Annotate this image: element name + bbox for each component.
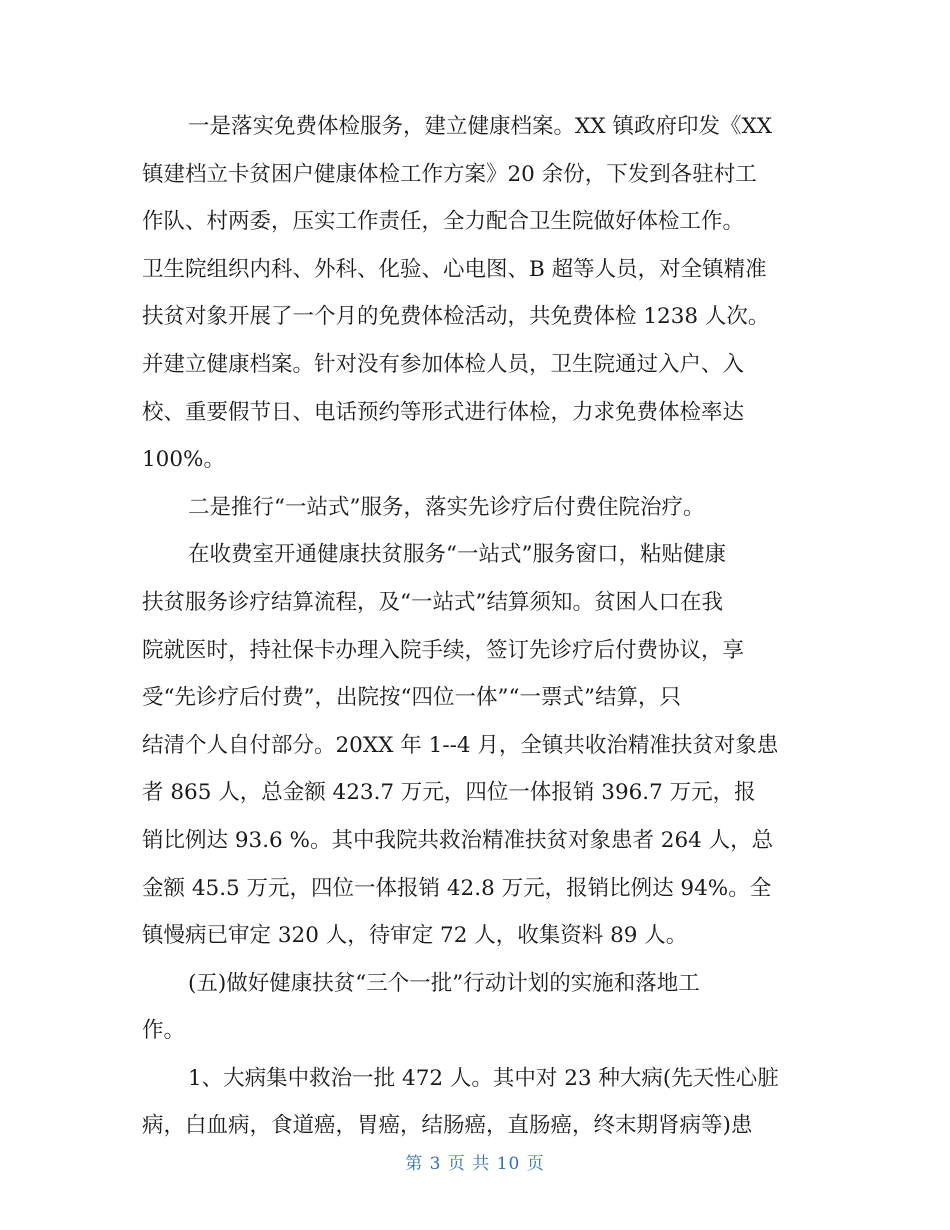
paragraph-2-line-1: 二是推行“一站式”服务，落实先诊疗后付费住院治疗。 xyxy=(188,494,705,520)
paragraph-1-line-1: 一是落实免费体检服务，建立健康档案。XX 镇政府印发《XX xyxy=(188,114,773,139)
paragraph-4-line-2: 作。 xyxy=(142,1018,186,1044)
paragraph-1-line-6: 并建立健康档案。针对没有参加体检人员，卫生院通过入户、入 xyxy=(142,351,745,377)
paragraph-1-line-5: 扶贫对象开展了一个月的免费体检活动，共免费体检 1238 人次。 xyxy=(142,304,770,330)
paragraph-3-line-3: 院就医时，持社保卡办理入院手续，签订先诊疗后付费协议，享 xyxy=(142,637,745,663)
paragraph-5-line-2: 病，白血病，食道癌，胃癌，结肠癌，直肠癌，终末期肾病等)患 xyxy=(142,1113,753,1139)
paragraph-3-line-7: 销比例达 93.6 %。其中我院共救治精准扶贫对象患者 264 人，总 xyxy=(142,827,774,853)
paragraph-1-line-7: 校、重要假节日、电话预约等形式进行体检，力求免费体检率达 xyxy=(142,399,745,425)
paragraph-3-line-9: 镇慢病已审定 320 人，待审定 72 人，收集资料 89 人。 xyxy=(142,923,688,949)
paragraph-3-line-4: 受“先诊疗后付费”，出院按“四位一体”“一票式”结算，只 xyxy=(142,685,681,711)
document-body xyxy=(142,103,812,1150)
page-number-text: 第 3 页 共 10 页 xyxy=(405,1154,545,1174)
paragraph-3-line-5: 结清个人自付部分。20XX 年 1--4 月，全镇共收治精准扶贫对象患 xyxy=(142,732,779,758)
paragraph-5-line-1: 1、大病集中救治一批 472 人。其中对 23 种大病(先天性心脏 xyxy=(188,1065,779,1091)
paragraph-3-line-6: 者 865 人，总金额 423.7 万元，四位一体报销 396.7 万元，报 xyxy=(142,780,756,806)
paragraph-3-line-1: 在收费室开通健康扶贫服务“一站式”服务窗口，粘贴健康 xyxy=(188,542,726,568)
paragraph-1-line-3: 作队、村两委，压实工作责任，全力配合卫生院做好体检工作。 xyxy=(142,209,745,235)
paragraph-4-line-1: (五)做好健康扶贫“三个一批”行动计划的实施和落地工 xyxy=(188,970,700,996)
paragraph-3-line-2: 扶贫服务诊疗结算流程，及“一站式”结算须知。贫困人口在我 xyxy=(142,589,723,615)
paragraph-1-line-4: 卫生院组织内科、外科、化验、心电图、B 超等人员，对全镇精准 xyxy=(142,256,767,282)
paragraph-1-line-8: 100%。 xyxy=(142,447,225,473)
page-number-footer xyxy=(0,1149,950,1174)
paragraph-3-line-8: 金额 45.5 万元，四位一体报销 42.8 万元，报销比例达 94%。全 xyxy=(142,875,772,901)
paragraph-1-line-2: 镇建档立卡贫困户健康体检工作方案》20 余份，下发到各驻村工 xyxy=(142,161,757,187)
